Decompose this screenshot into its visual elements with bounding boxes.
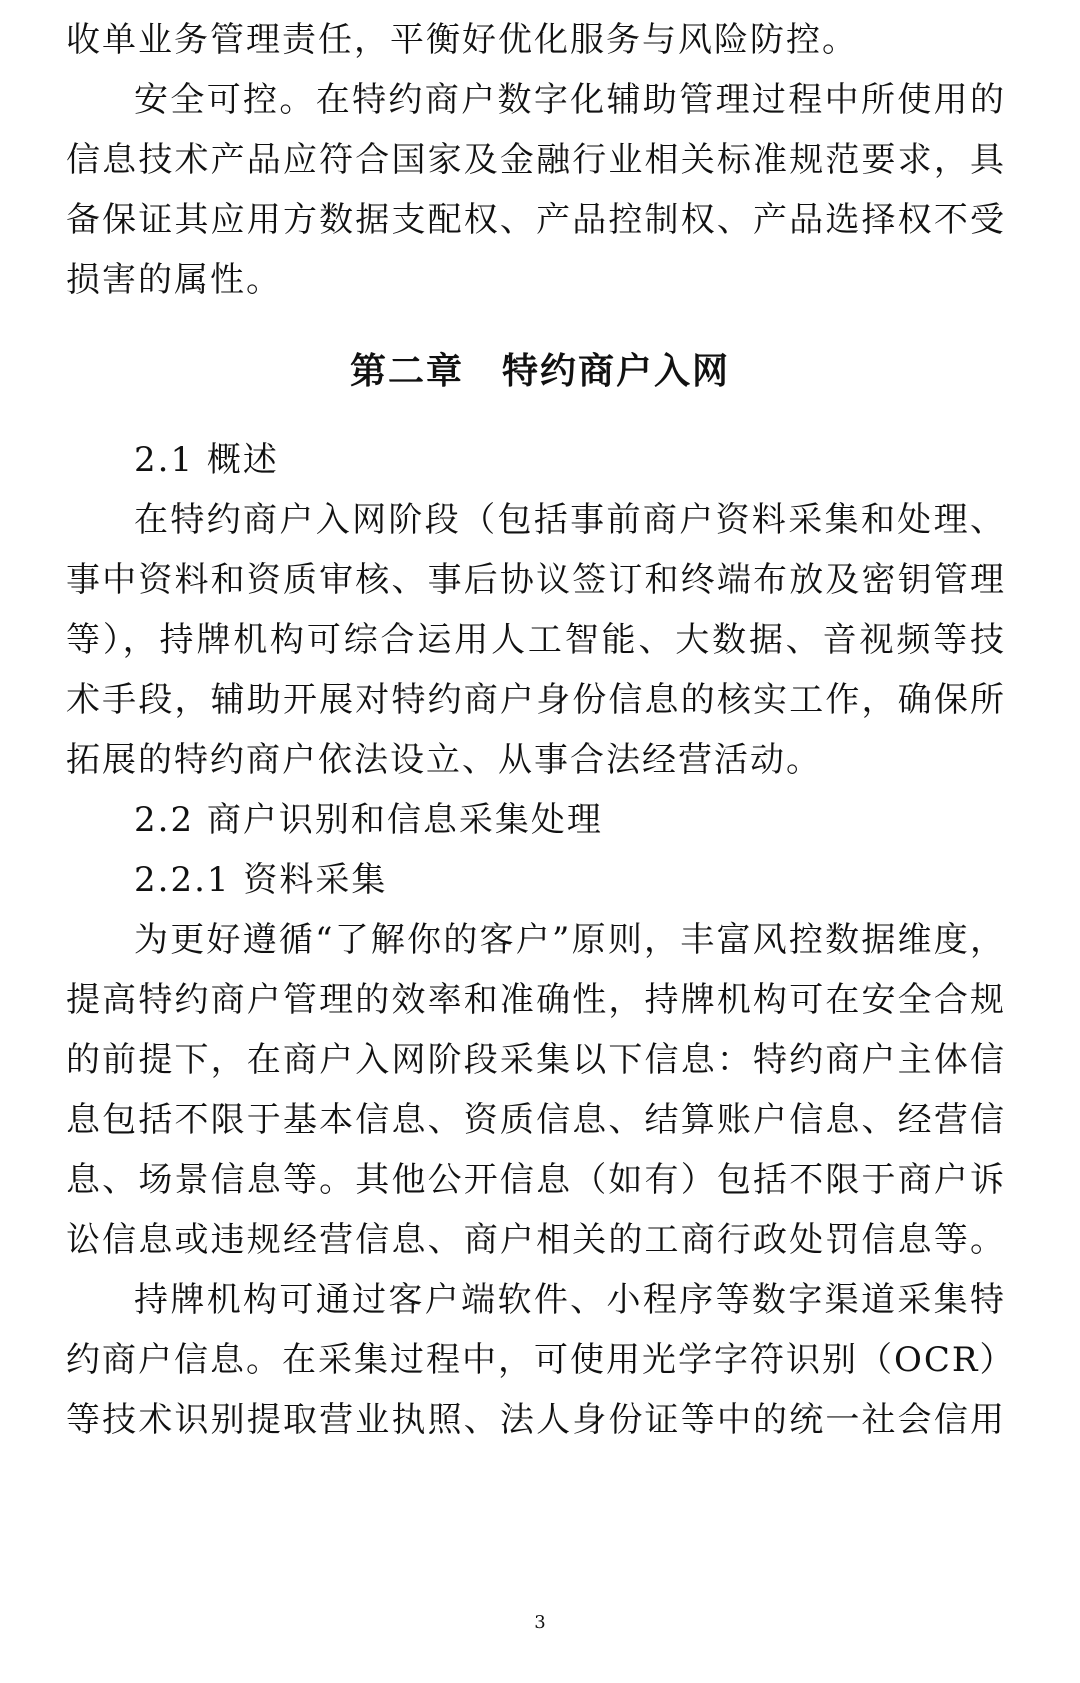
text-line: 为更好遵循“了解你的客户”原则，丰富风控数据维度， <box>134 920 1006 960</box>
text-line: 收单业务管理责任，平衡好优化服务与风险防控。 <box>66 20 858 60</box>
text-line: 等），持牌机构可综合运用人工智能、大数据、音视频等技 <box>66 620 1006 660</box>
text-line: 备保证其应用方数据支配权、产品控制权、产品选择权不受 <box>66 200 1006 240</box>
text-line: 拓展的特约商户依法设立、从事合法经营活动。 <box>66 740 822 780</box>
text-line: 在特约商户入网阶段（包括事前商户资料采集和处理、 <box>134 500 1006 540</box>
text-line: 持牌机构可通过客户端软件、小程序等数字渠道采集特 <box>134 1280 1006 1320</box>
page-number: 3 <box>534 1612 546 1633</box>
text-line: 的前提下，在商户入网阶段采集以下信息：特约商户主体信 <box>66 1040 1006 1080</box>
text-line: 讼信息或违规经营信息、商户相关的工商行政处罚信息等。 <box>66 1220 1006 1260</box>
text-line: 安全可控。在特约商户数字化辅助管理过程中所使用的 <box>134 80 1006 120</box>
chapter-heading: 第二章 特约商户入网 <box>349 351 730 392</box>
text-line: 息、场景信息等。其他公开信息（如有）包括不限于商户诉 <box>66 1160 1006 1200</box>
text-line: 术手段，辅助开展对特约商户身份信息的核实工作，确保所 <box>66 680 1006 720</box>
section-heading-2-2-1: 2.2.1 资料采集 <box>134 860 388 900</box>
text-line: 损害的属性。 <box>66 260 282 300</box>
section-heading-2-1: 2.1 概述 <box>134 440 279 480</box>
text-line: 等技术识别提取营业执照、法人身份证等中的统一社会信用 <box>66 1400 1006 1440</box>
text-line: 息包括不限于基本信息、资质信息、结算账户信息、经营信 <box>66 1100 1006 1140</box>
text-line: 约商户信息。在采集过程中，可使用光学字符识别（OCR） <box>66 1340 1016 1380</box>
section-heading-2-2: 2.2 商户识别和信息采集处理 <box>134 800 603 840</box>
text-line: 提高特约商户管理的效率和准确性，持牌机构可在安全合规 <box>66 980 1006 1020</box>
text-line: 信息技术产品应符合国家及金融行业相关标准规范要求，具 <box>66 140 1006 180</box>
text-line: 事中资料和资质审核、事后协议签订和终端布放及密钥管理 <box>66 560 1006 600</box>
